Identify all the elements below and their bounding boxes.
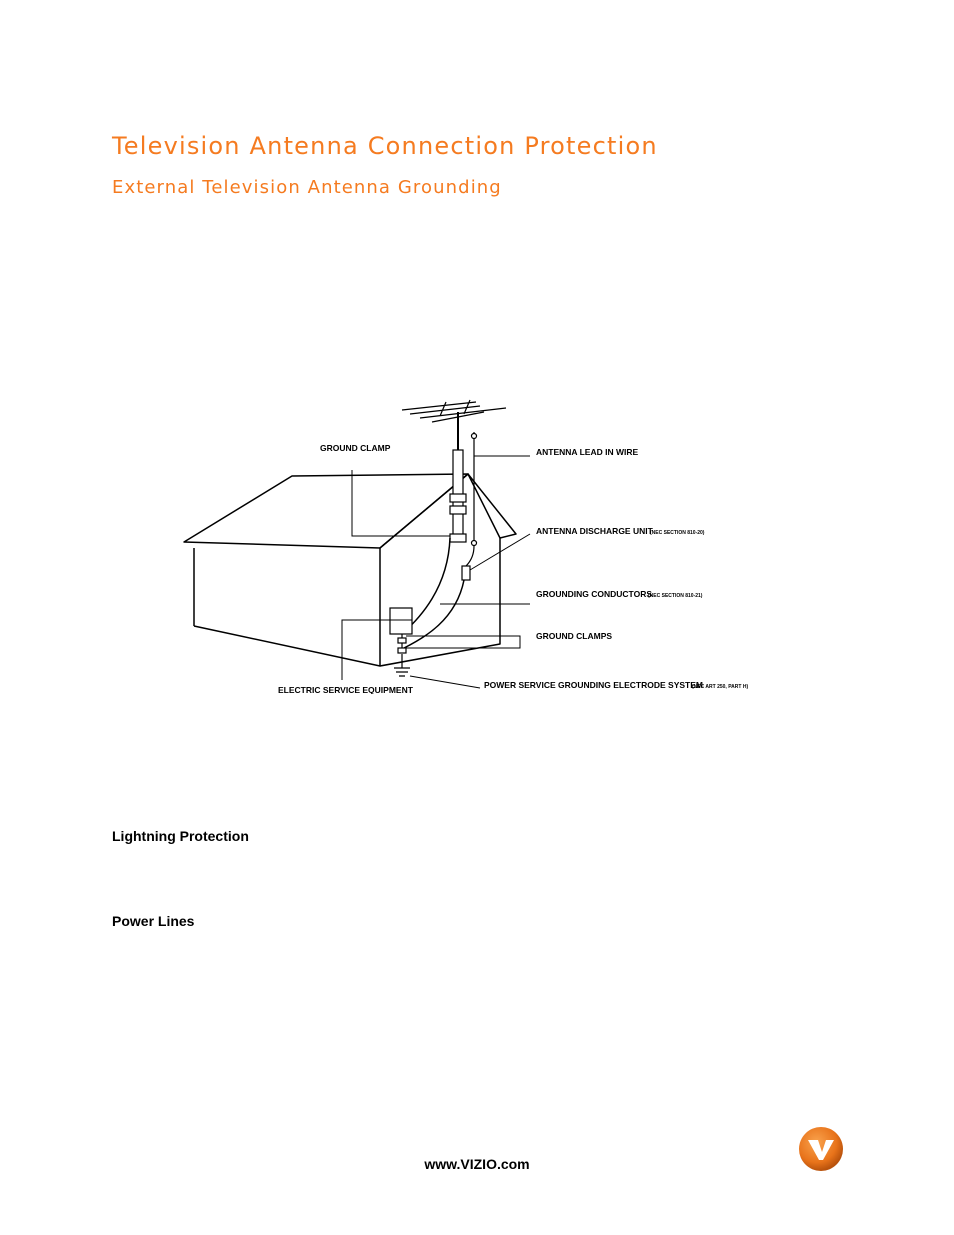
house-roof-right [468,474,516,538]
label-grounding-conductors-ref: (NEC SECTION 810-21) [648,593,703,599]
label-discharge-unit: ANTENNA DISCHARGE UNIT [536,526,653,536]
power-lines-heading: Power Lines [112,913,195,929]
discharge-unit [462,566,470,580]
label-antenna-lead: ANTENNA LEAD IN WIRE [536,447,639,457]
house-gable [380,474,500,548]
ground-electrode-symbol [394,654,410,676]
page-subtitle: External Television Antenna Grounding [112,177,502,198]
label-discharge-ref: (NEC SECTION 810-20) [650,530,705,536]
antenna-elements [402,400,506,422]
label-ground-clamp: GROUND CLAMP [320,443,391,453]
footer-url: www.VIZIO.com [424,1156,530,1172]
electric-service-box [390,608,412,634]
label-ground-clamps: GROUND CLAMPS [536,631,613,641]
label-grounding-conductors: GROUNDING CONDUCTORS [536,589,653,599]
label-power-service-ref: (NEC ART 250, PART H) [692,684,749,690]
grounding-conductor-2 [404,580,464,648]
house-side-wall [380,538,500,666]
house-roof-left [184,474,468,548]
lightning-protection-heading: Lightning Protection [112,828,249,844]
label-power-service: POWER SERVICE GROUNDING ELECTRODE SYSTEM [484,680,703,690]
label-electric-service: ELECTRIC SERVICE EQUIPMENT [278,685,413,694]
vizio-v-logo-icon [798,1126,844,1172]
house-front-wall [194,548,380,666]
page-title: Television Antenna Connection Protection [112,132,658,160]
antenna-grounding-diagram [180,398,776,694]
